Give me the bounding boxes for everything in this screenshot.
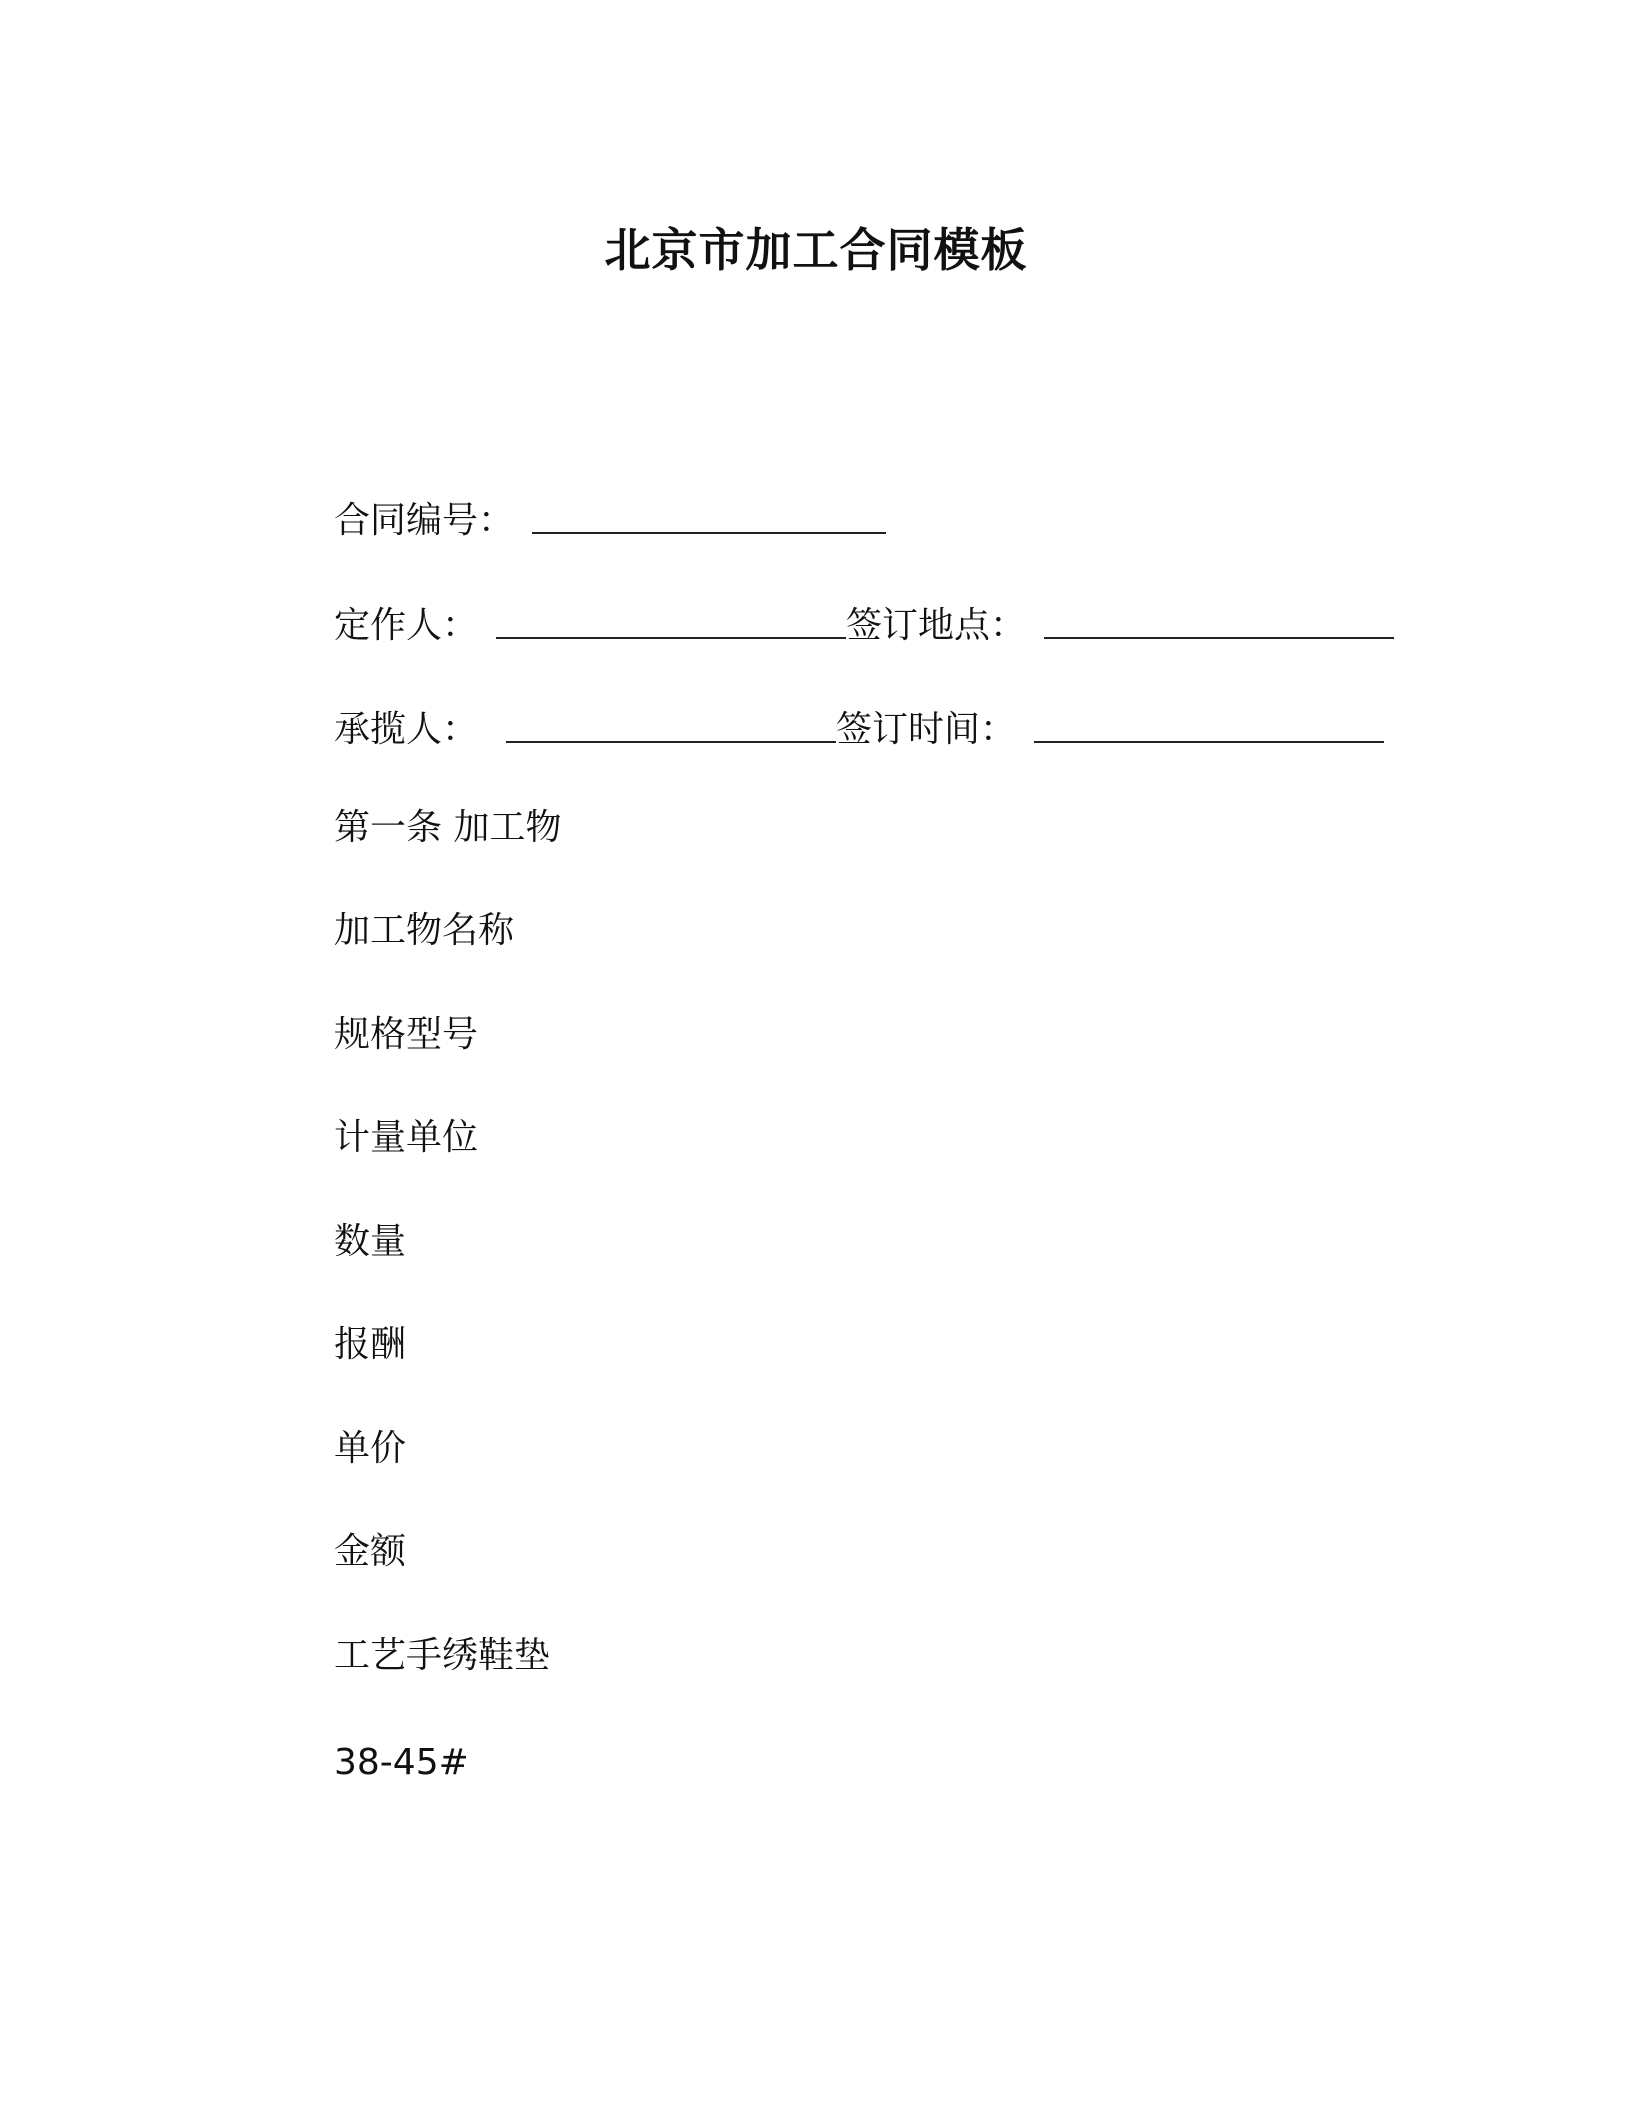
item-line: 规格型号 — [334, 1014, 479, 1055]
contract-number-blank[interactable] — [532, 502, 886, 534]
ordering-party-blank[interactable] — [496, 607, 846, 639]
item-line: 计量单位 — [334, 1117, 479, 1158]
item-line: 数量 — [334, 1221, 407, 1262]
document-title: 北京市加工合同模板 — [604, 223, 1028, 277]
contractor-label: 承揽人： — [334, 709, 479, 750]
contract-number-line — [334, 499, 886, 543]
contract-number-label: 合同编号： — [334, 500, 515, 541]
signing-time-label: 签订时间： — [836, 709, 1017, 750]
contractor-line — [334, 708, 1384, 752]
ordering-party-label: 定作人： — [334, 605, 479, 646]
item-line: 38-45# — [334, 1742, 469, 1783]
item-line: 加工物名称 — [334, 910, 515, 951]
item-line: 单价 — [334, 1428, 407, 1469]
article-1-heading: 第一条 加工物 — [334, 807, 562, 848]
signing-time-blank[interactable] — [1034, 711, 1384, 743]
signing-place-blank[interactable] — [1044, 607, 1394, 639]
item-line: 工艺手绣鞋垫 — [334, 1635, 551, 1676]
contractor-blank[interactable] — [506, 711, 836, 743]
item-line: 报酬 — [334, 1324, 407, 1365]
signing-place-label: 签订地点： — [846, 605, 1027, 646]
item-line: 金额 — [334, 1531, 407, 1572]
ordering-party-line — [334, 604, 1394, 648]
